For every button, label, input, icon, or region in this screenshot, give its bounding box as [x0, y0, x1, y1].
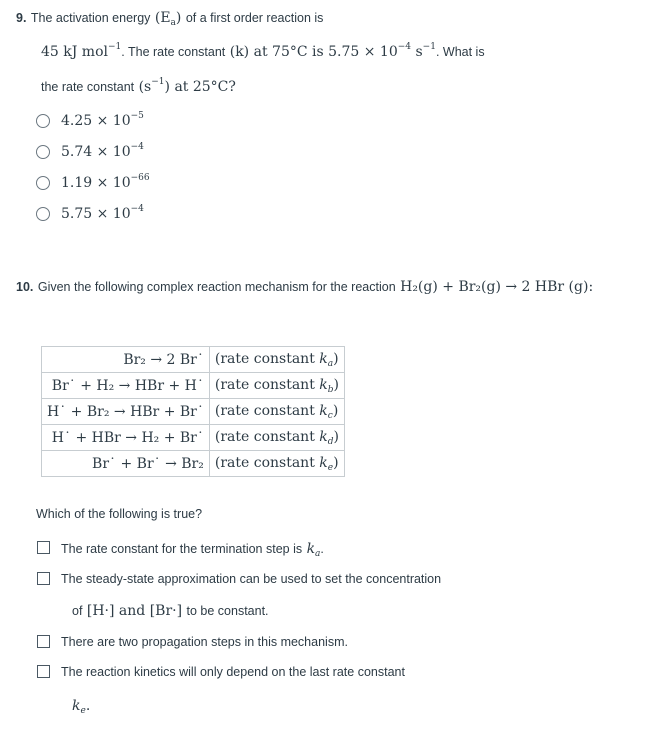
mechanism-row	[42, 373, 345, 399]
q9-option-1-label[interactable]: $4.25 \times 10^{-5}$	[61, 111, 144, 129]
q9-option-2-label[interactable]: $5.74 \times 10^{-4}$	[61, 142, 144, 160]
which-true-label: Which of the following is true?	[36, 507, 203, 521]
q9-intro: The activation energy	[30, 11, 151, 25]
mechanism-row	[42, 451, 345, 477]
choice-3-checkbox[interactable]	[37, 635, 50, 648]
q9-rate-text: . The rate constant	[121, 45, 226, 59]
q9-at75: at 75°C is $5.75 \times 10^{-4}$ $s^{-1}$	[253, 42, 436, 60]
q10-line1	[16, 278, 593, 296]
q9-line1	[16, 9, 323, 28]
q10-number: 10.	[16, 280, 34, 294]
q9-option-3-radio[interactable]	[36, 176, 50, 190]
mechanism-rate-constant: (rate constant $k_e$)	[209, 451, 344, 477]
choice-3-label[interactable]: There are two propagation steps in this mechanism.	[61, 635, 348, 649]
mechanism-rate-constant: (rate constant $k_a$)	[209, 347, 344, 373]
mechanism-reaction: H˙ + HBr → H₂ + Br˙	[42, 425, 210, 451]
choice-2-label-line1[interactable]: The steady-state approximation can be used to set the concentration	[61, 572, 442, 586]
q9-option-1-radio[interactable]	[36, 114, 50, 128]
choice-2-label-line2[interactable]: of [H·] and [Br·] to be constant.	[72, 603, 269, 619]
mechanism-reaction: Br₂ → 2 Br˙	[42, 347, 210, 373]
choice-1-checkbox[interactable]	[37, 541, 50, 554]
q9-option-3-label[interactable]: $1.19 \times 10^{-66}$	[61, 173, 150, 191]
q9-line3-unit: $(s^{-1})$	[138, 77, 170, 95]
q10-reaction: H₂(g) + Br₂(g) → 2 HBr (g):	[400, 279, 594, 295]
q9-line3-text: the rate constant	[41, 80, 135, 94]
q9-option-4-label[interactable]: $5.75 \times 10^{-4}$	[61, 204, 144, 222]
q9-line2	[41, 42, 485, 61]
mechanism-reaction: H˙ + Br₂ → HBr + Br˙	[42, 399, 210, 425]
q9-line3-math: at 25°C?	[174, 79, 236, 95]
q9-option-2-radio[interactable]	[36, 145, 50, 159]
mechanism-row	[42, 425, 345, 451]
q9-k-symbol: (k)	[229, 44, 250, 60]
choice-1-label[interactable]: The rate constant for the termination step is $k_a$.	[61, 541, 324, 559]
mechanism-rate-constant: (rate constant $k_b$)	[209, 373, 344, 399]
q10-prompt: Given the following complex reaction mechanism for the reaction	[37, 280, 396, 294]
mechanism-rate-constant: (rate constant $k_d$)	[209, 425, 344, 451]
choice-2-checkbox[interactable]	[37, 572, 50, 585]
mechanism-reaction: Br˙ + Br˙ → Br₂	[42, 451, 210, 477]
choice-4-checkbox[interactable]	[37, 665, 50, 678]
q9-option-4-radio[interactable]	[36, 207, 50, 221]
q9-line3	[41, 77, 236, 96]
q9-what-is: . What is	[435, 45, 485, 59]
q9-energy: 45 kJ mol$^{-1}$	[41, 42, 122, 60]
choice-4-label-line1[interactable]: The reaction kinetics will only depend on the last rate constant	[61, 665, 405, 679]
q9-ea: $(E_a)$	[154, 10, 182, 28]
mechanism-reaction: Br˙ + H₂ → HBr + H˙	[42, 373, 210, 399]
q9-number: 9.	[16, 11, 27, 25]
choice-4-label-line2[interactable]: $k_e$.	[72, 698, 91, 716]
q9-intro-end: of a first order reaction is	[185, 11, 324, 25]
mechanism-rate-constant: (rate constant $k_c$)	[209, 399, 344, 425]
mechanism-table	[41, 346, 345, 477]
mechanism-row	[42, 399, 345, 425]
mechanism-row	[42, 347, 345, 373]
